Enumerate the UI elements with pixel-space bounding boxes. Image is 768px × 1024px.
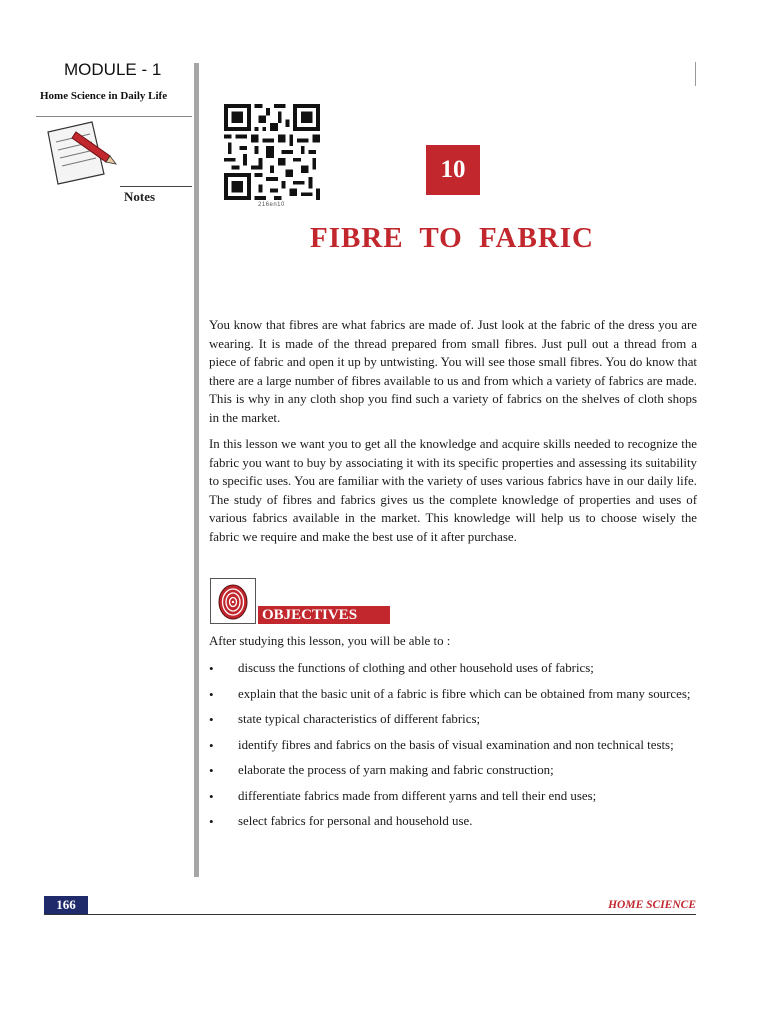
sidebar-divider xyxy=(36,116,192,117)
notes-pencil-icon xyxy=(40,118,120,190)
bullet-marker: • xyxy=(209,661,214,676)
list-item: • explain that the basic unit of a fabric is fibre which can be obtained from many sources; xyxy=(209,686,691,702)
bullet-marker: • xyxy=(209,788,214,804)
notes-label: Notes xyxy=(124,189,156,204)
objectives-list xyxy=(209,660,697,839)
objectives-intro: After studying this lesson, you will be able to : xyxy=(209,634,451,648)
bullet-marker: • xyxy=(209,737,214,753)
intro-paragraph: You know that fibres are what fabrics are made of. Just look at the fabric of the dress you are wearing. It is made of the thread prepared from small fibres. Just pull out a thread from a piece of fabric and open it up by untwisting. You will see those small fibres. You do know that there are a large number of fibres available to us and from which a variety of fabrics are made. This is why in any cloth shop you find such a variety of fabrics on the shelves of cloth shops in the market. xyxy=(209,318,697,425)
bullet-marker: • xyxy=(209,686,214,702)
section-subtitle: Home Science in Daily Life xyxy=(40,90,168,102)
list-item: • elaborate the process of yarn making and fabric construction; xyxy=(209,763,554,778)
lesson-number-badge: 10 xyxy=(426,145,480,195)
bullet-marker: • xyxy=(209,712,214,727)
list-item: • identify fibres and fabrics on the basis of visual examination and non technical tests; xyxy=(209,737,674,753)
notes-divider xyxy=(120,186,192,187)
list-item: • differentiate fabrics made from different yarns and tell their end uses; xyxy=(209,788,597,804)
module-label: MODULE - 1 xyxy=(64,60,162,79)
qr-code-id: 216en10 xyxy=(258,202,285,208)
list-item: • discuss the functions of clothing and other household uses of fabrics; xyxy=(209,661,594,676)
lesson-paragraph: In this lesson we want you to get all the knowledge and acquire skills needed to recognize the fabric you want to buy by associating it with its specific properties and assessing its suitability to specific uses. You are familiar with the variety of uses various fabrics have in our daily life. The study of fibres and fabrics gives us the complete knowledge of properties and uses of various fabrics available in the market. This knowledge will help us to choose wisely the fabric we require and make the best use of it after purchase. xyxy=(209,437,697,544)
page-edge-mark xyxy=(695,62,696,86)
bullet-marker: • xyxy=(209,814,214,829)
lesson-title: FIBRE TO FABRIC xyxy=(310,222,594,254)
footer-rule xyxy=(44,914,696,915)
page-number: 166 xyxy=(44,896,88,914)
margin-rule xyxy=(194,63,199,877)
bullet-marker: • xyxy=(209,763,214,778)
objectives-target-icon xyxy=(210,578,256,624)
qr-code-icon xyxy=(224,104,320,200)
footer-label: HOME SCIENCE xyxy=(608,899,696,911)
list-item: • state typical characteristics of different fabrics; xyxy=(209,712,481,727)
list-item: • select fabrics for personal and household use. xyxy=(209,814,473,829)
objectives-heading: OBJECTIVES xyxy=(258,606,390,624)
